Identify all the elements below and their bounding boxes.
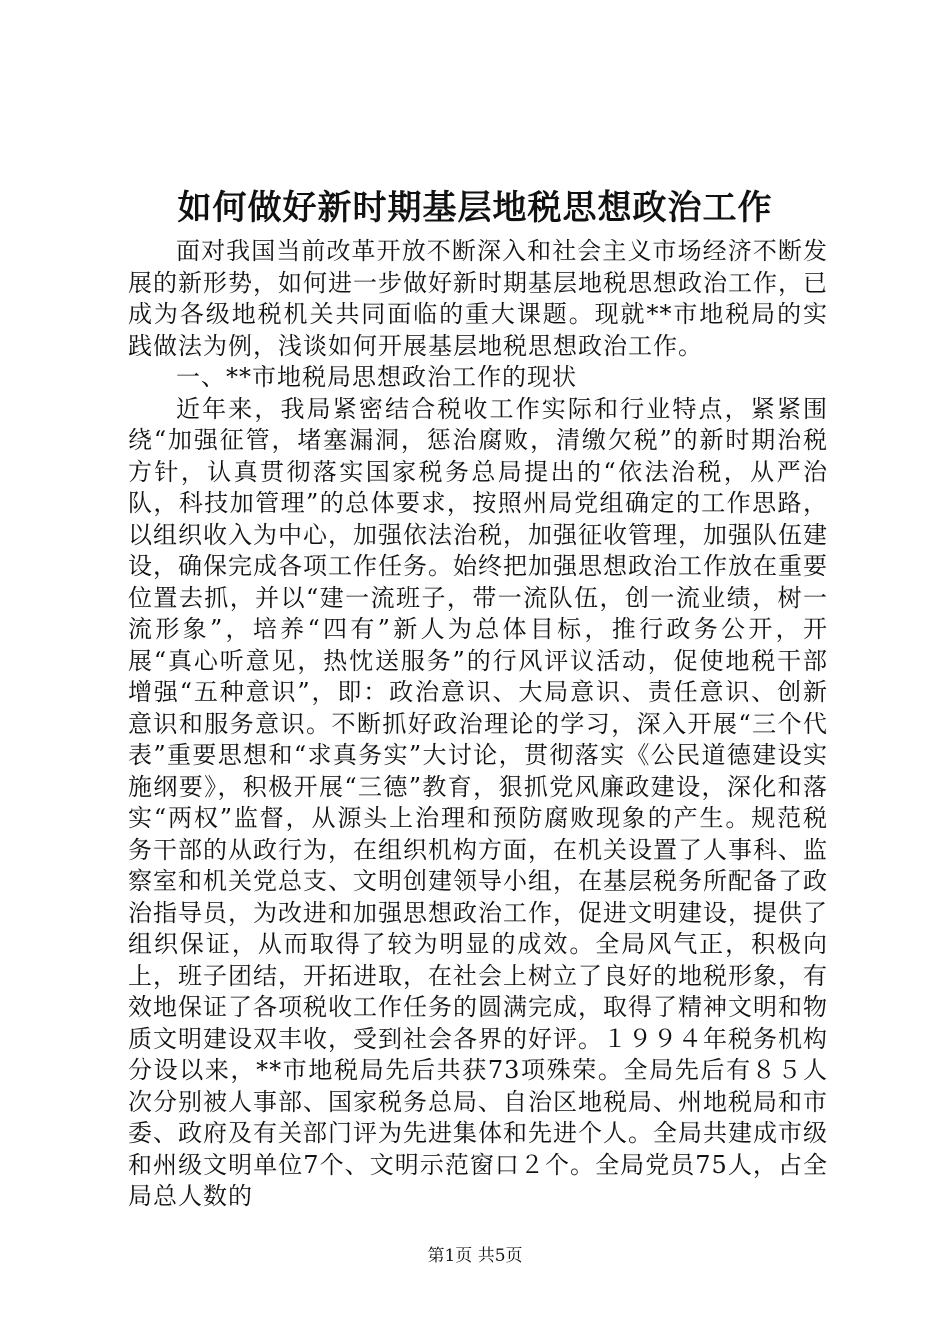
section-heading: 一、**市地税局思想政治工作的现状 — [176, 363, 577, 391]
page-number-footer: 第1页 共5页 — [427, 1246, 523, 1266]
document-body — [128, 236, 828, 1213]
document-title: 如何做好新时期基层地税思想政治工作 — [177, 188, 773, 228]
paragraph-intro: 面对我国当前改革开放不断深入和社会主义市场经济不断发展的新形势，如何进一步做好新时期基层地税思想政治工作，已成为各级地税机关共同面临的重大课题。现就**市地税局的实践做法为例，浅谈如何开展基层地税思想政治工作。 — [128, 237, 828, 360]
paragraph-current-status: 近年来，我局紧密结合税收工作实际和行业特点，紧紧围绕“加强征管，堵塞漏洞，惩治腐败，清缴欠税”的新时期治税方针，认真贯彻落实国家税务总局提出的“依法治税，从严治队，科技加管理”的总体要求，按照州局党组确定的工作思路，以组织收入为中心，加强依法治税，加强征收管理，加强队伍建设，确保完成各项工作任务。始终把加强思想政治工作放在重要位置去抓，并以“建一流班子，带一流队伍，创一流业绩，树一流形象”，培养“四有”新人为总体目标，推行政务公开，开展“真心听意见，热忱送服务”的行风评议活动，促使地税干部增强“五种意识”，即：政治意识、大局意识、责任意识、创新意识和服务意识。不断抓好政治理论的学习，深入开展“三个代表”重要思想和“求真务实”大讨论，贯彻落实《公民道德建设实施纲要》，积极开展“三德”教育，狠抓党风廉政建设，深化和落实“两权”监督，从源头上治理和预防腐败现象的产生。规范税务干部的从政行为，在组织机构方面，在机关设置了人事科、监察室和机关党总支、文明创建领导小组，在基层税务所配备了政治指导员，为改进和加强思想政治工作，促进文明建设，提供了组织保证，从而取得了较为明显的成效。全局风气正，积极向上，班子团结，开拓进取，在社会上树立了良好的地税形象，有效地保证了各项税收工作任务的圆满完成，取得了精神文明和物质文明建设双丰收，受到社会各界的好评。１９９４年税务机构分设以来，**市地税局先后共获73项殊荣。全局先后有８５人次分别被人事部、国家税务总局、自治区地税局、州地税局和市委、政府及有关部门评为先进集体和先进个人。全局共建成市级和州级文明单位7个、文明示范窗口２个。全局党员75人，占全局总人数的 — [128, 394, 828, 1210]
